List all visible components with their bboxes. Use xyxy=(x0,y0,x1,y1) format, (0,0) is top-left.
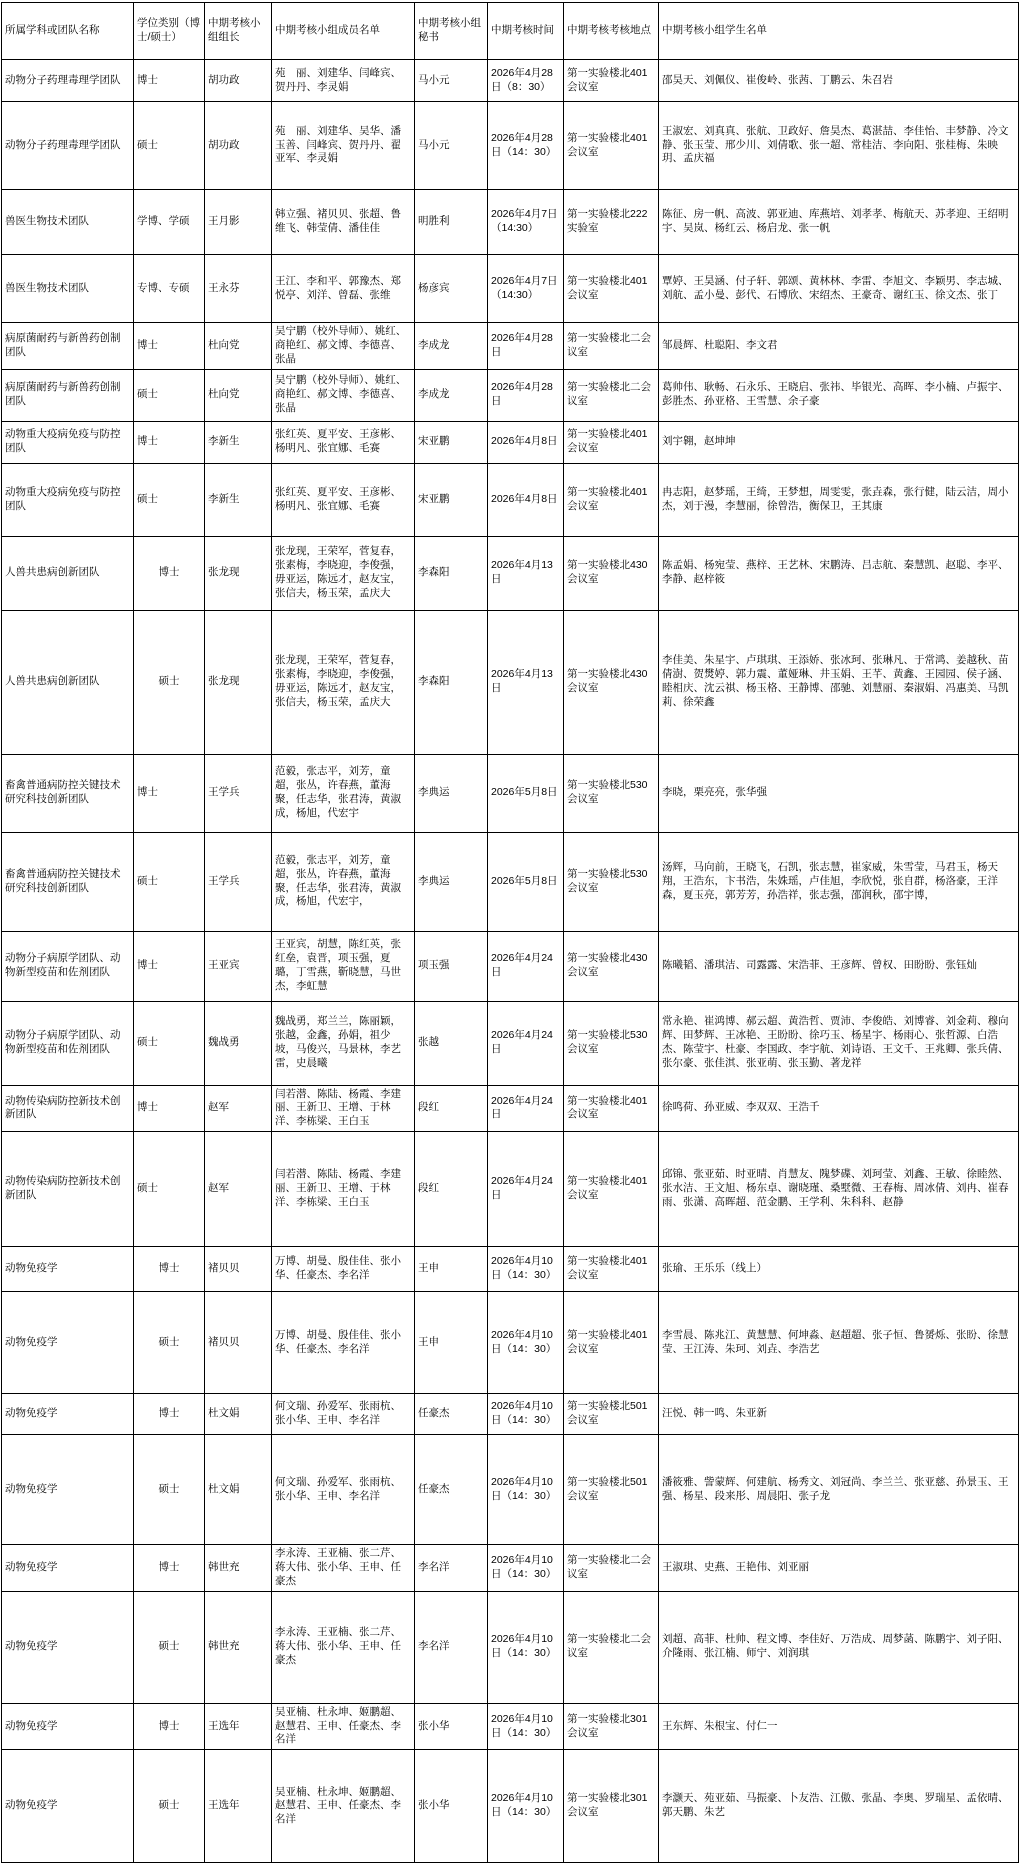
cell-team-name: 动物传染病防控新技术创新团队 xyxy=(2,1085,134,1132)
cell-student-list: 邵昊天、刘佩仪、崔俊岭、张茜、丁鹏云、朱召岩 xyxy=(659,60,1019,102)
cell-assessment-location: 第一实验楼北二会议室 xyxy=(564,323,659,370)
table-header xyxy=(2,3,1019,60)
cell-group-secretary: 马小元 xyxy=(415,60,488,102)
cell-group-secretary: 李典运 xyxy=(415,754,488,832)
cell-team-name: 动物免疫学 xyxy=(2,1545,134,1592)
cell-group-members: 何文瑞、孙爱军、张雨杭、张小华、王申、李名洋 xyxy=(272,1435,415,1545)
table-row xyxy=(2,1085,1019,1132)
cell-group-secretary: 王申 xyxy=(415,1247,488,1292)
cell-degree-type: 博士 xyxy=(134,931,205,1001)
cell-group-members: 苑 丽、刘建华、吴华、潘玉善、闫峰宾、贺丹丹、翟亚军、李灵娟 xyxy=(272,102,415,190)
cell-team-name: 动物传染病防控新技术创新团队 xyxy=(2,1132,134,1247)
cell-group-leader: 李新生 xyxy=(205,421,272,463)
cell-assessment-time: 2026年4月24日 xyxy=(488,1001,564,1085)
cell-student-list: 常永艳、崔鸿博、郝云超、黄浩哲、贾沛、李俊皓、刘博睿、刘金莉、穆向辉、田梦辉、王冰艳、王盼盼、徐巧玉、杨星宇、杨雨心、张哲源、白浩杰、陈莹宇、杜豪、李国政、李宇航、刘诗语、王文千、王兆卿、张兵倩、张尔豪、张佳淇、张亚萌、张玉勤、著龙祥 xyxy=(659,1001,1019,1085)
cell-student-list: 徐鸣荷、孙亚威、李双双、王浩千 xyxy=(659,1085,1019,1132)
cell-assessment-location: 第一实验楼北530会议室 xyxy=(564,754,659,832)
cell-assessment-location: 第一实验楼北二会议室 xyxy=(564,1545,659,1592)
cell-team-name: 动物免疫学 xyxy=(2,1435,134,1545)
cell-team-name: 动物免疫学 xyxy=(2,1292,134,1394)
cell-assessment-location: 第一实验楼北430会议室 xyxy=(564,536,659,610)
header-cell-7: 中期考核考核地点 xyxy=(564,3,659,60)
cell-degree-type: 硕士 xyxy=(134,1001,205,1085)
cell-team-name: 动物免疫学 xyxy=(2,1750,134,1863)
cell-assessment-location: 第一实验楼北401会议室 xyxy=(564,60,659,102)
cell-group-leader: 王学兵 xyxy=(205,754,272,832)
cell-assessment-location: 第一实验楼北二会议室 xyxy=(564,1591,659,1703)
cell-group-leader: 胡功政 xyxy=(205,102,272,190)
cell-assessment-location: 第一实验楼北401会议室 xyxy=(564,255,659,323)
cell-group-members: 李永涛、王亚楠、张二芹、蒋大伟、张小华、王申、任豪杰 xyxy=(272,1545,415,1592)
cell-group-members: 张龙现，王荣军，菅复春，张素梅，李晓迎，李俊强，毋亚运，陈远才，赵友宝，张信夫，杨玉荣，孟庆大 xyxy=(272,536,415,610)
table-row xyxy=(2,754,1019,832)
cell-group-leader: 杜文娟 xyxy=(205,1435,272,1545)
cell-group-members: 闫若潜、陈陆、杨霞、李建丽、王新卫、王增、于林洋、李栋梁、王白玉 xyxy=(272,1085,415,1132)
cell-degree-type: 硕士 xyxy=(134,1292,205,1394)
table-row xyxy=(2,1132,1019,1247)
cell-assessment-time: 2026年4月8日 xyxy=(488,463,564,536)
cell-degree-type: 硕士 xyxy=(134,1591,205,1703)
cell-team-name: 动物分子药理毒理学团队 xyxy=(2,60,134,102)
cell-degree-type: 硕士 xyxy=(134,369,205,421)
cell-team-name: 动物免疫学 xyxy=(2,1591,134,1703)
cell-team-name: 动物免疫学 xyxy=(2,1247,134,1292)
cell-group-members: 吴亚楠、杜永坤、姬鹏超、赵慧君、王申、任豪杰、李名洋 xyxy=(272,1750,415,1863)
cell-assessment-time: 2026年4月8日 xyxy=(488,421,564,463)
cell-assessment-time: 2026年4月13日 xyxy=(488,536,564,610)
table-row xyxy=(2,1591,1019,1703)
cell-team-name: 畜禽普通病防控关键技术研究科技创新团队 xyxy=(2,832,134,931)
header-cell-5: 中期考核小组秘书 xyxy=(415,3,488,60)
cell-student-list: 陈孟娟、杨宛莹、燕梓、王艺林、宋鹏涛、吕志航、秦慧凯、赵聪、李平、李静、赵梓筱 xyxy=(659,536,1019,610)
table-row xyxy=(2,832,1019,931)
cell-degree-type: 博士 xyxy=(134,754,205,832)
cell-assessment-location: 第一实验楼北530会议室 xyxy=(564,1001,659,1085)
cell-group-members: 吴宁鹏（校外导师）、姚红、商艳红、郝文博、李德喜、张晶 xyxy=(272,323,415,370)
cell-student-list: 李晓，栗亮亮，张华强 xyxy=(659,754,1019,832)
table-row xyxy=(2,1750,1019,1863)
cell-assessment-time: 2026年4月7日（14:30） xyxy=(488,255,564,323)
header-cell-1: 所属学科或团队名称 xyxy=(2,3,134,60)
cell-group-secretary: 李森阳 xyxy=(415,610,488,754)
midterm-assessment-table xyxy=(1,2,1019,1863)
cell-assessment-location: 第一实验楼北501会议室 xyxy=(564,1435,659,1545)
cell-assessment-location: 第一实验楼北401会议室 xyxy=(564,1247,659,1292)
cell-degree-type: 硕士 xyxy=(134,1435,205,1545)
cell-team-name: 动物免疫学 xyxy=(2,1703,134,1750)
cell-assessment-location: 第一实验楼北401会议室 xyxy=(564,421,659,463)
cell-group-secretary: 明胜利 xyxy=(415,190,488,255)
cell-group-leader: 王选年 xyxy=(205,1703,272,1750)
header-cell-8: 中期考核小组学生名单 xyxy=(659,3,1019,60)
cell-group-members: 王江、李和平、郭豫杰、郑悦亭、刘洋、曾磊、张维 xyxy=(272,255,415,323)
table-row xyxy=(2,255,1019,323)
table-row xyxy=(2,931,1019,1001)
cell-degree-type: 硕士 xyxy=(134,463,205,536)
header-row xyxy=(2,3,1019,60)
cell-group-leader: 魏战勇 xyxy=(205,1001,272,1085)
cell-assessment-location: 第一实验楼北401会议室 xyxy=(564,1085,659,1132)
cell-group-secretary: 任豪杰 xyxy=(415,1435,488,1545)
cell-assessment-time: 2026年4月28日（14：30） xyxy=(488,102,564,190)
cell-assessment-time: 2026年4月10日（14：30） xyxy=(488,1591,564,1703)
cell-assessment-time: 2026年4月10日（14：30） xyxy=(488,1247,564,1292)
cell-team-name: 病原菌耐药与新兽药创制团队 xyxy=(2,323,134,370)
table-row xyxy=(2,1292,1019,1394)
cell-assessment-location: 第一实验楼北401会议室 xyxy=(564,1292,659,1394)
cell-group-secretary: 段红 xyxy=(415,1085,488,1132)
cell-team-name: 动物分子药理毒理学团队 xyxy=(2,102,134,190)
cell-team-name: 动物分子病原学团队、动物新型疫苗和佐剂团队 xyxy=(2,931,134,1001)
cell-team-name: 人兽共患病创新团队 xyxy=(2,536,134,610)
header-cell-6: 中期考核时间 xyxy=(488,3,564,60)
cell-assessment-location: 第一实验楼北222实验室 xyxy=(564,190,659,255)
cell-student-list: 王淑宏、刘真真、张航、卫政好、詹昊杰、葛湛喆、李佳怡、丰梦静、冷文静、张玉莹、邢少川、刘倩歌、张一超、常桂洁、李向阳、张桂梅、朱映玥、孟庆福 xyxy=(659,102,1019,190)
cell-student-list: 张瑜、王乐乐（线上） xyxy=(659,1247,1019,1292)
cell-group-members: 范毅，张志平，刘芳，童超，张丛，许春燕，董海聚，任志华，张君涛，黄淑成，杨旭，代宏宇 xyxy=(272,754,415,832)
cell-degree-type: 博士 xyxy=(134,421,205,463)
cell-group-members: 张红英、夏平安、王彦彬、杨明凡、张宜娜、毛赛 xyxy=(272,421,415,463)
cell-assessment-time: 2026年4月28日 xyxy=(488,323,564,370)
cell-assessment-location: 第一实验楼北430会议室 xyxy=(564,610,659,754)
cell-student-list: 刘宇翱，赵坤坤 xyxy=(659,421,1019,463)
cell-group-secretary: 任豪杰 xyxy=(415,1394,488,1435)
cell-degree-type: 硕士 xyxy=(134,1132,205,1247)
cell-student-list: 邹晨辉、杜聪阳、李文君 xyxy=(659,323,1019,370)
cell-group-secretary: 李成龙 xyxy=(415,369,488,421)
cell-assessment-time: 2026年4月13日 xyxy=(488,610,564,754)
cell-group-leader: 褚贝贝 xyxy=(205,1247,272,1292)
cell-group-members: 韩立强、褚贝贝、张超、鲁维飞、韩莹倩、潘佳佳 xyxy=(272,190,415,255)
cell-assessment-location: 第一实验楼北530会议室 xyxy=(564,832,659,931)
cell-degree-type: 硕士 xyxy=(134,610,205,754)
cell-assessment-time: 2026年5月8日 xyxy=(488,832,564,931)
cell-group-leader: 王亚宾 xyxy=(205,931,272,1001)
cell-group-members: 苑 丽、刘建华、闫峰宾、贺丹丹、李灵娟 xyxy=(272,60,415,102)
table-row xyxy=(2,60,1019,102)
cell-student-list: 李灏天、苑亚茹、马振豪、卜友浩、江傲、张晶、李奥、罗瑞星、孟依晴、郭天鹏、朱艺 xyxy=(659,1750,1019,1863)
table-row xyxy=(2,463,1019,536)
cell-group-members: 张红英、夏平安、王彦彬、杨明凡、张宜娜、毛赛 xyxy=(272,463,415,536)
cell-student-list: 汪悦、韩一鸣、朱亚新 xyxy=(659,1394,1019,1435)
cell-student-list: 李雪晨、陈兆江、黄慧慧、何坤淼、赵超超、张子恒、鲁赟烁、张盼、徐慧莹、王江涛、朱珂、刘垚、李浩艺 xyxy=(659,1292,1019,1394)
cell-student-list: 王淑琪、史燕、王艳伟、刘亚丽 xyxy=(659,1545,1019,1592)
cell-group-leader: 韩世充 xyxy=(205,1545,272,1592)
cell-group-secretary: 张小华 xyxy=(415,1750,488,1863)
cell-group-secretary: 项玉强 xyxy=(415,931,488,1001)
table-row xyxy=(2,1247,1019,1292)
cell-degree-type: 博士 xyxy=(134,536,205,610)
table-row xyxy=(2,190,1019,255)
cell-group-leader: 王永芬 xyxy=(205,255,272,323)
cell-group-leader: 王学兵 xyxy=(205,832,272,931)
cell-group-secretary: 张越 xyxy=(415,1001,488,1085)
cell-assessment-time: 2026年4月10日（14：30） xyxy=(488,1545,564,1592)
cell-assessment-time: 2026年4月24日 xyxy=(488,1132,564,1247)
header-cell-4: 中期考核小组成员名单 xyxy=(272,3,415,60)
cell-assessment-time: 2026年4月24日 xyxy=(488,931,564,1001)
table-row xyxy=(2,369,1019,421)
cell-student-list: 潘筱雅、訾蒙辉、何建航、杨秀文、刘冠尚、李兰兰、张亚慈、孙景玉、王强、杨星、段来彤、周晨阳、张子龙 xyxy=(659,1435,1019,1545)
cell-group-leader: 王月影 xyxy=(205,190,272,255)
cell-group-leader: 胡功政 xyxy=(205,60,272,102)
cell-group-leader: 褚贝贝 xyxy=(205,1292,272,1394)
cell-group-members: 万博、胡曼、殷佳佳、张小华、任豪杰、李名洋 xyxy=(272,1292,415,1394)
cell-group-leader: 杜向党 xyxy=(205,323,272,370)
cell-group-members: 张龙现，王荣军，菅复春，张素梅，李晓迎，李俊强，毋亚运，陈远才，赵友宝，张信夫，杨玉荣，孟庆大 xyxy=(272,610,415,754)
cell-assessment-location: 第一实验楼北301会议室 xyxy=(564,1750,659,1863)
cell-assessment-time: 2026年4月10日（14：30） xyxy=(488,1435,564,1545)
cell-team-name: 兽医生物技术团队 xyxy=(2,190,134,255)
cell-assessment-location: 第一实验楼北401会议室 xyxy=(564,102,659,190)
cell-assessment-location: 第一实验楼北401会议室 xyxy=(564,1132,659,1247)
cell-group-secretary: 宋亚鹏 xyxy=(415,421,488,463)
cell-degree-type: 博士 xyxy=(134,323,205,370)
cell-group-leader: 杜向党 xyxy=(205,369,272,421)
cell-group-secretary: 王申 xyxy=(415,1292,488,1394)
cell-degree-type: 博士 xyxy=(134,1247,205,1292)
cell-student-list: 汤辉，马向前，王晓飞，石凯，张志慧，崔家威，朱雪莹，马君玉，杨天翔，王浩东，卞书浩，朱姝瑶，卢佳旭，李欣悦，张自群，杨洛豪，王洋森，夏玉亮，郭芳芳，孙浩祥，张志强，邵润秋，邵宇博， xyxy=(659,832,1019,931)
cell-group-leader: 杜文娟 xyxy=(205,1394,272,1435)
cell-group-leader: 韩世充 xyxy=(205,1591,272,1703)
cell-student-list: 李佳美、朱星宇、卢琪琪、王添娇、张冰珂、张琳凡、于常鸿、姜越秋、苗倩澍、贺燓婷、郭力震、董娅琳、井玉娟、王芊、黄鑫、王园园、侯子涵、睦相庆、沈云祺、杨玉格、王静博、邵驰、刘慧丽、秦淑娟、冯惠美、马凯莉、徐荣鑫 xyxy=(659,610,1019,754)
cell-team-name: 动物免疫学 xyxy=(2,1394,134,1435)
cell-team-name: 人兽共患病创新团队 xyxy=(2,610,134,754)
table-row xyxy=(2,421,1019,463)
cell-student-list: 冉志阳，赵梦瑶，王绮，王梦想，周雯雯，张垚森，张行健，陆云洁，周小杰，刘于漫，李慧丽，徐曾浩，衡保卫，王其康 xyxy=(659,463,1019,536)
cell-degree-type: 博士 xyxy=(134,1085,205,1132)
cell-team-name: 动物重大疫病免疫与防控团队 xyxy=(2,421,134,463)
header-cell-2: 学位类别（博士/硕士） xyxy=(134,3,205,60)
cell-assessment-location: 第一实验楼北二会议室 xyxy=(564,369,659,421)
cell-assessment-time: 2026年4月28日 xyxy=(488,369,564,421)
cell-student-list: 陈曦韬、潘琪洁、司露露、宋浩菲、王彦辉、曾权、田盼盼、张钰灿 xyxy=(659,931,1019,1001)
cell-team-name: 动物分子病原学团队、动物新型疫苗和佐剂团队 xyxy=(2,1001,134,1085)
table-row xyxy=(2,1435,1019,1545)
cell-group-secretary: 李典运 xyxy=(415,832,488,931)
cell-degree-type: 硕士 xyxy=(134,102,205,190)
table-row xyxy=(2,1001,1019,1085)
cell-group-secretary: 杨彦宾 xyxy=(415,255,488,323)
cell-group-members: 魏战勇，郑兰兰，陈丽颖，张越，金鑫，孙娟，祖少坡，马俊兴，马景林，李艺雷，史晨曦 xyxy=(272,1001,415,1085)
header-cell-3: 中期考核小组组长 xyxy=(205,3,272,60)
cell-group-leader: 张龙现 xyxy=(205,536,272,610)
table-row xyxy=(2,536,1019,610)
cell-assessment-time: 2026年4月24日 xyxy=(488,1085,564,1132)
cell-degree-type: 学博、学硕 xyxy=(134,190,205,255)
cell-assessment-time: 2026年4月10日（14：30） xyxy=(488,1750,564,1863)
table-row xyxy=(2,102,1019,190)
cell-student-list: 刘超、高菲、杜帅、程文博、李佳好、万浩成、周梦菡、陈鹏宇、刘子阳、介隆雨、张江楠、师宁、刘润琪 xyxy=(659,1591,1019,1703)
cell-assessment-time: 2026年4月7日（14:30） xyxy=(488,190,564,255)
cell-team-name: 兽医生物技术团队 xyxy=(2,255,134,323)
cell-group-secretary: 李名洋 xyxy=(415,1591,488,1703)
cell-group-secretary: 李成龙 xyxy=(415,323,488,370)
cell-degree-type: 专博、专硕 xyxy=(134,255,205,323)
cell-group-secretary: 李名洋 xyxy=(415,1545,488,1592)
cell-student-list: 陈征、房一帆、高波、郭亚迪、库燕培、刘孝孝、梅航天、苏孝迎、王绍明宇、吴岚、杨红云、杨启龙、张一帆 xyxy=(659,190,1019,255)
cell-assessment-location: 第一实验楼北501会议室 xyxy=(564,1394,659,1435)
table-body xyxy=(2,60,1019,1863)
cell-assessment-time: 2026年5月8日 xyxy=(488,754,564,832)
cell-assessment-location: 第一实验楼北401会议室 xyxy=(564,463,659,536)
cell-team-name: 畜禽普通病防控关键技术研究科技创新团队 xyxy=(2,754,134,832)
cell-degree-type: 博士 xyxy=(134,1394,205,1435)
table-row xyxy=(2,323,1019,370)
cell-assessment-location: 第一实验楼北301会议室 xyxy=(564,1703,659,1750)
cell-group-leader: 李新生 xyxy=(205,463,272,536)
cell-group-leader: 赵军 xyxy=(205,1132,272,1247)
table-row xyxy=(2,1545,1019,1592)
cell-group-members: 万博、胡曼、殷佳佳、张小华、任豪杰、李名洋 xyxy=(272,1247,415,1292)
cell-degree-type: 硕士 xyxy=(134,1750,205,1863)
cell-group-members: 闫若潜、陈陆、杨霞、李建丽、王新卫、王增、于林洋、李栋梁、王白玉 xyxy=(272,1132,415,1247)
cell-assessment-time: 2026年4月10日（14：30） xyxy=(488,1292,564,1394)
cell-team-name: 动物重大疫病免疫与防控团队 xyxy=(2,463,134,536)
cell-group-members: 吴宁鹏（校外导师）、姚红、商艳红、郝文博、李德喜、张晶 xyxy=(272,369,415,421)
table-row xyxy=(2,1394,1019,1435)
cell-group-secretary: 张小华 xyxy=(415,1703,488,1750)
cell-group-members: 李永涛、王亚楠、张二芹、蒋大伟、张小华、王申、任豪杰 xyxy=(272,1591,415,1703)
table-row xyxy=(2,1703,1019,1750)
cell-student-list: 葛帅伟、耿畅、石永乐、王晓启、张祎、毕银光、高晖、李小楠、卢振宇、彭胜杰、孙亚格、王雪慧、余子豪 xyxy=(659,369,1019,421)
cell-assessment-time: 2026年4月10日（14：30） xyxy=(488,1394,564,1435)
cell-assessment-time: 2026年4月28日（8：30） xyxy=(488,60,564,102)
cell-group-members: 何文瑞、孙爱军、张雨杭、张小华、王申、李名洋 xyxy=(272,1394,415,1435)
cell-group-secretary: 马小元 xyxy=(415,102,488,190)
cell-group-leader: 王选年 xyxy=(205,1750,272,1863)
cell-group-secretary: 李森阳 xyxy=(415,536,488,610)
cell-team-name: 病原菌耐药与新兽药创制团队 xyxy=(2,369,134,421)
cell-student-list: 王东辉、朱根宝、付仁一 xyxy=(659,1703,1019,1750)
cell-group-leader: 张龙现 xyxy=(205,610,272,754)
cell-degree-type: 硕士 xyxy=(134,832,205,931)
cell-degree-type: 博士 xyxy=(134,1703,205,1750)
cell-student-list: 邱锦、张亚茹、时亚晴、肖慧友、隗梦碟、刘珂莹、刘鑫、王敏、徐睦然、张水洁、王文旭、杨东卓、谢晓瑾、桑墅微、王春梅、周冰倩、刘冉、崔春雨、张潇、高晖超、范金鹏、王学利、朱科科、赵静 xyxy=(659,1132,1019,1247)
table-row xyxy=(2,610,1019,754)
cell-student-list: 覃婷、王昊涵、付子轩、郭颂、黄林林、李雷、李旭文、李颖男、李志城、刘航、孟小曼、彭代、石博欣、宋绍杰、王豪奇、谢红玉、徐文杰、张丁 xyxy=(659,255,1019,323)
cell-group-members: 范毅，张志平，刘芳，童超，张丛，许春燕，董海聚，任志华，张君涛，黄淑成，杨旭，代宏宇， xyxy=(272,832,415,931)
cell-group-members: 王亚宾，胡慧，陈红英，张红垒，袁晋，项玉强，夏璐，丁雪燕，靳晓慧，马世杰，李虹慧 xyxy=(272,931,415,1001)
cell-group-secretary: 宋亚鹏 xyxy=(415,463,488,536)
cell-group-leader: 赵军 xyxy=(205,1085,272,1132)
cell-assessment-time: 2026年4月10日（14：30） xyxy=(488,1703,564,1750)
cell-degree-type: 博士 xyxy=(134,1545,205,1592)
cell-assessment-location: 第一实验楼北430会议室 xyxy=(564,931,659,1001)
cell-degree-type: 博士 xyxy=(134,60,205,102)
cell-group-members: 吴亚楠、杜永坤、姬鹏超、赵慧君、王申、任豪杰、李名洋 xyxy=(272,1703,415,1750)
cell-group-secretary: 段红 xyxy=(415,1132,488,1247)
